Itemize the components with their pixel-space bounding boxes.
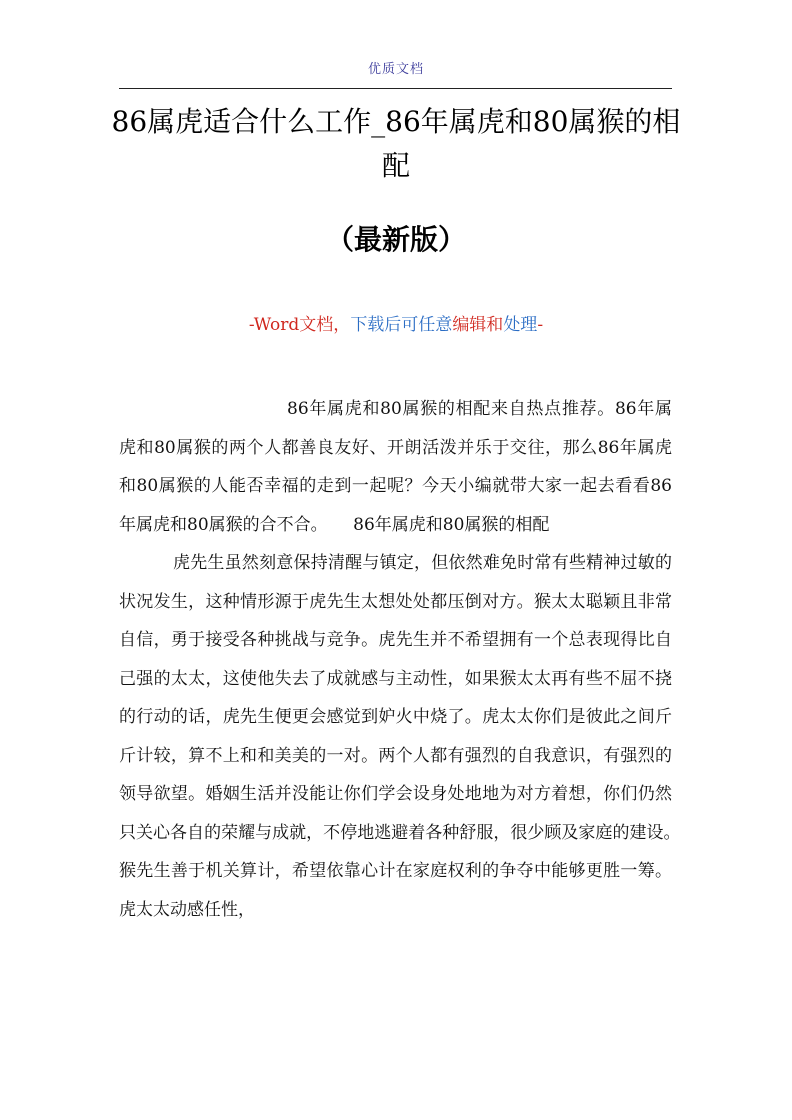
paragraph-2: 虎先生虽然刻意保持清醒与镇定，但依然难免时常有些精神过敏的状况发生，这种情形源于虎先生太想处处都压倒对方。猴太太聪颖且非常自信，勇于接受各种挑战与竞争。虎先生并不希望拥有一个总表现得比自己强的太太，这使他失去了成就感与主动性，如果猴太太再有些不屈不挠的行动的话，虎先生便更会感觉到妒火中烧了。虎太太你们是彼此之间斤斤计较，算不上和和美美的一对。两个人都有强烈的自我意识，有强烈的领导欲望。婚姻生活并没能让你们学会设身处地地为对方着想，你们仍然只关心各自的荣耀与成就，不停地逃避着各种舒服，很少顾及家庭的建设。 猴先生善于机关算计，希望依靠心计在家庭权利的争夺中能够更胜一筹。虎太太动感任性， xyxy=(119,553,706,920)
note-part-3: 编辑和 xyxy=(452,315,504,335)
header-label: 优质文档 xyxy=(367,62,424,77)
document-title: 86属虎适合什么工作_86年属虎和80属猴的相配 xyxy=(111,105,681,182)
word-download-note xyxy=(0,312,792,338)
paragraph-1: 86年属虎和80属猴的相配来自热点推荐。86年属虎和80属猴的两个人都善良友好、开朗活泼并乐于交往，那么86年属虎和80属猴的人能否幸福的走到一起呢？今天小编就带大家一起去看看86年属虎和80属猴的合不合。 86年属虎和80属猴的相配 xyxy=(119,399,672,535)
article-body xyxy=(119,390,706,929)
note-part-4: 处理 xyxy=(503,315,538,335)
header-divider xyxy=(119,88,672,89)
note-part-5: - xyxy=(537,315,544,335)
document-subtitle: （最新版） xyxy=(325,223,466,256)
note-part-2: 下载后可任意 xyxy=(350,315,453,335)
note-part-1: -Word文档， xyxy=(248,315,351,335)
